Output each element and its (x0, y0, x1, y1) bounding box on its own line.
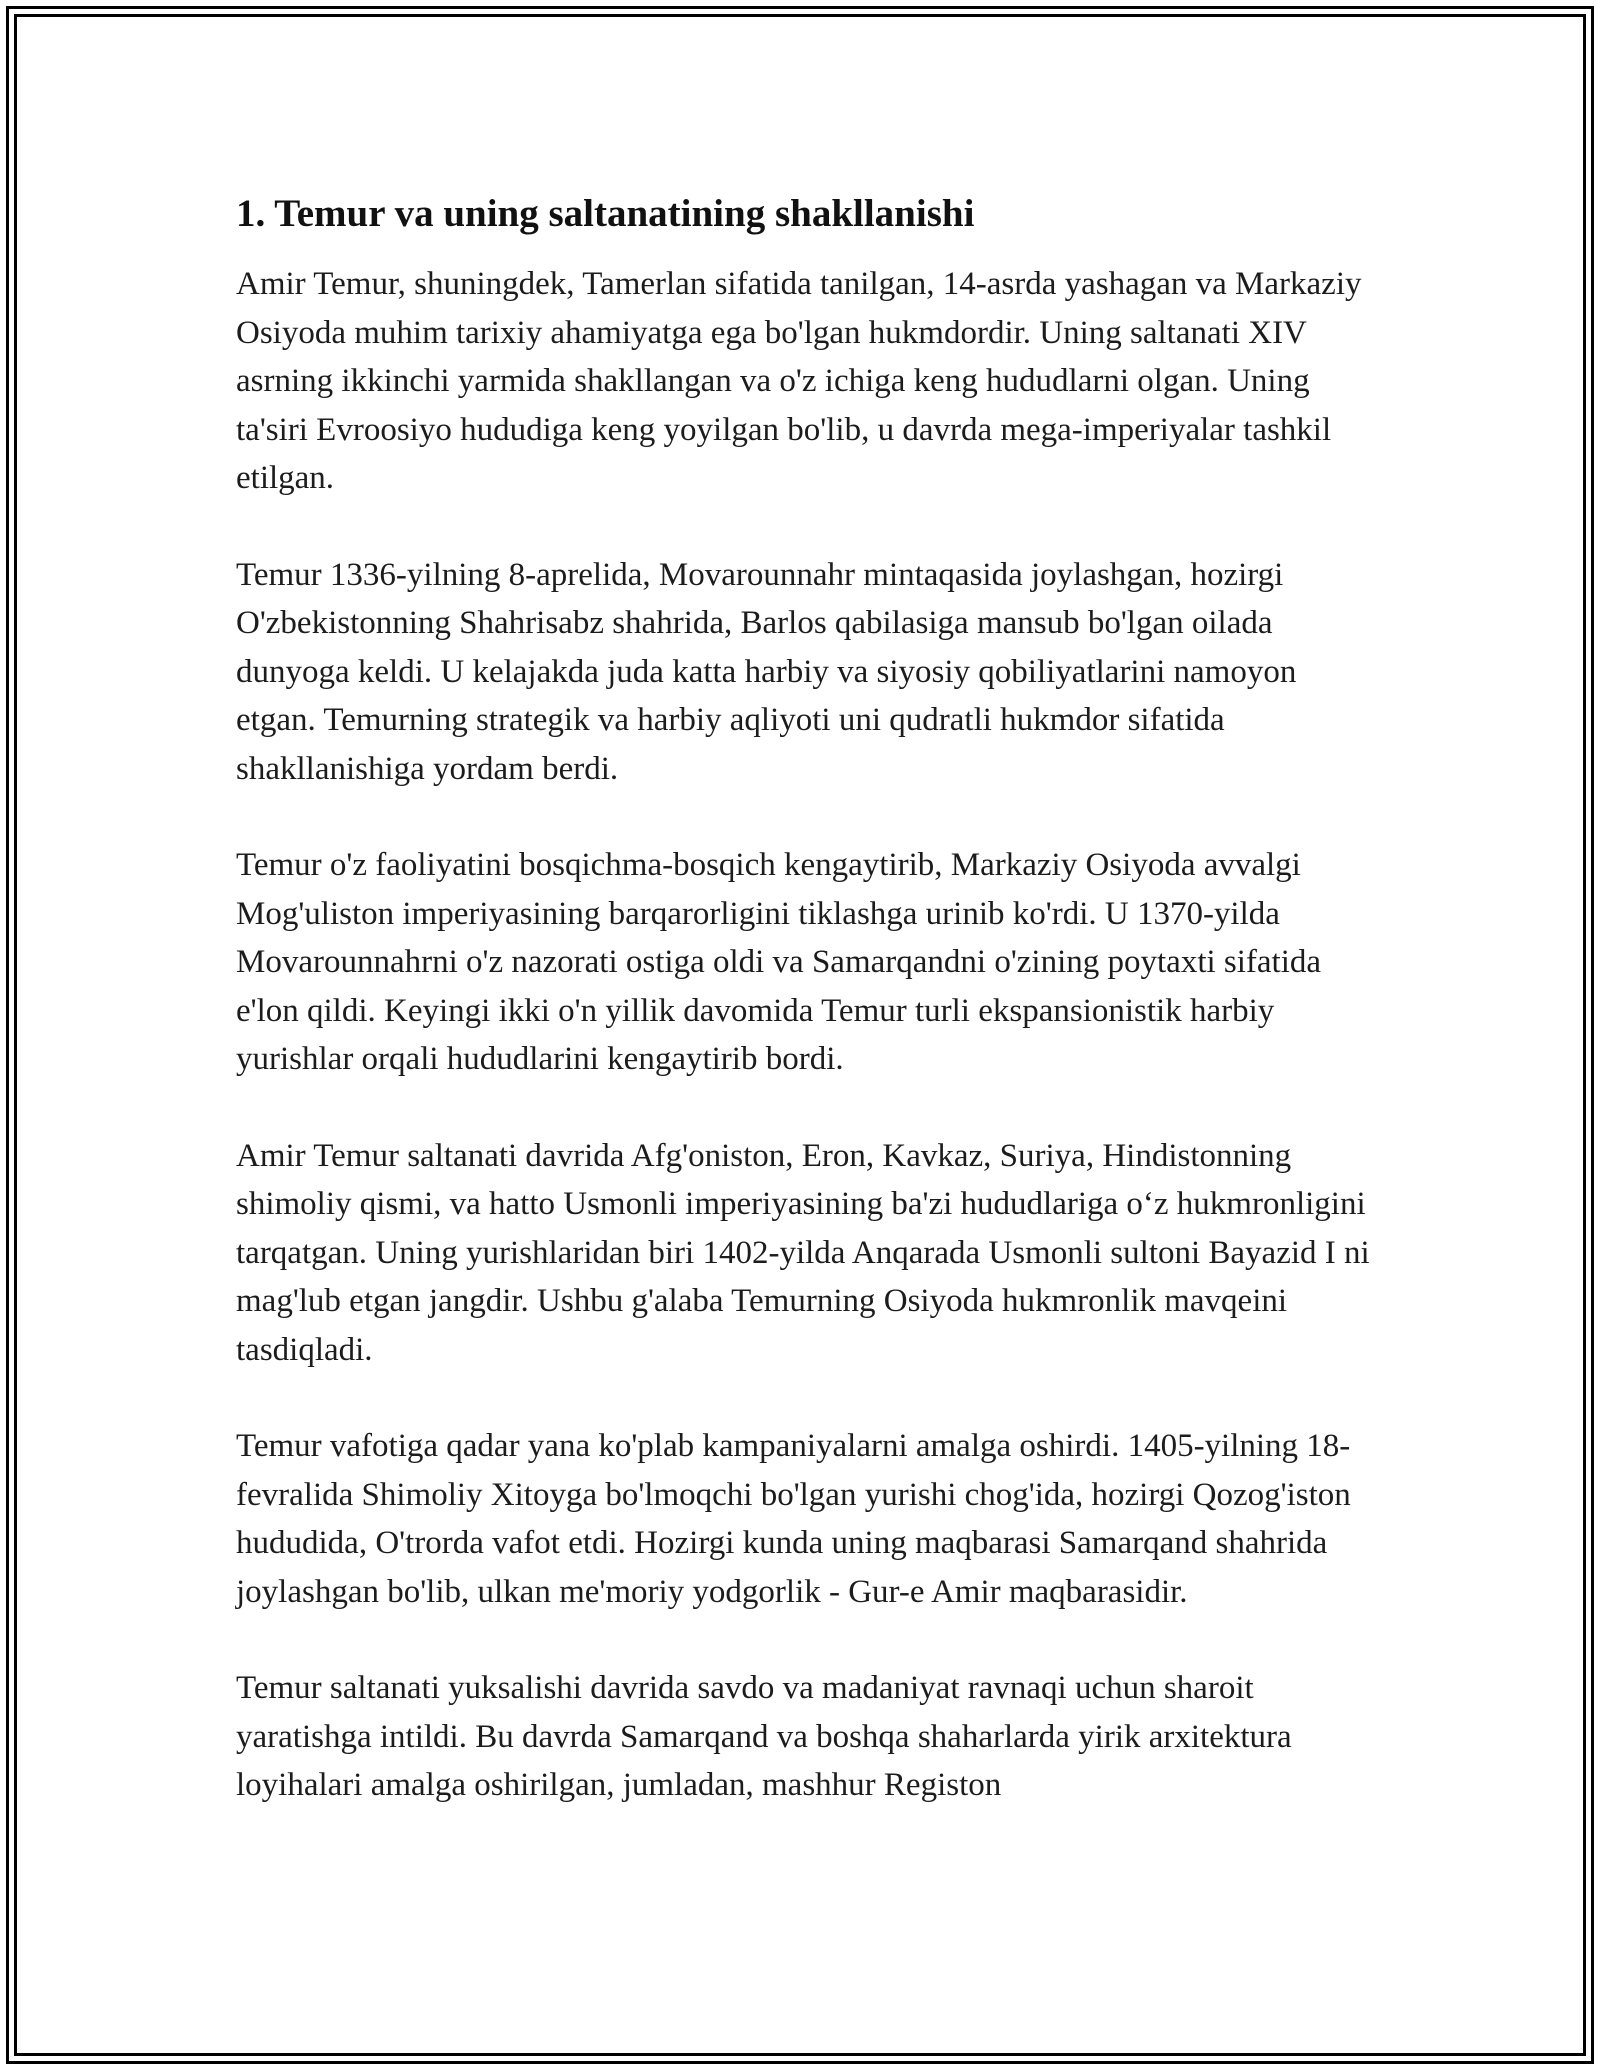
paragraph-expansion: Temur o'z faoliyatini bosqichma-bosqich kengaytirib, Markaziy Osiyoda avvalgi Mog'uliston imperiyasining barqarorligini tiklashga urinib ko'rdi. U 1370-yilda Movarounnahrni o'z nazorati ostiga oldi va Samarqandni o'zining poytaxti sifatida e'lon qildi. Keyingi ikki o'n yillik davomida Temur turli ekspansionistik harbiy yurishlar orqali hududlarini kengaytirib bordi. (236, 847, 1322, 1077)
paragraph-death: Temur vafotiga qadar yana ko'plab kampaniyalarni amalga oshirdi. 1405-yilning 18-fevralida Shimoliy Xitoyga bo'lmoqchi bo'lgan yurishi chog'ida, hozirgi Qozog'iston hududida, O'trorda vafot etdi. Hozirgi kunda uning maqbarasi Samarqand shahrida joylashgan bo'lib, ulkan me'moriy yodgorlik - Gur-e Amir maqbarasidir. (236, 1428, 1351, 1610)
paragraph-culture: Temur saltanati yuksalishi davrida savdo va madaniyat ravnaqi uchun sharoit yaratishga intildi. Bu davrda Samarqand va boshqa shaharlarda yirik arxitektura loyihalari amalga oshirilgan, jumladan, mashhur Registon (236, 1670, 1292, 1803)
document-page (236, 186, 1376, 1858)
section-heading: 1. Temur va uning saltanatining shakllanishi (236, 192, 975, 235)
paragraph-intro: Amir Temur, shuningdek, Tamerlan sifatida tanilgan, 14-asrda yashagan va Markaziy Osiyoda muhim tarixiy ahamiyatga ega bo'lgan hukmdordir. Uning saltanati XIV asrning ikkinchi yarmida shakllangan va o'z ichiga keng hududlarni olgan. Uning ta'siri Evroosiyo hududiga keng yoyilgan bo'lib, u davrda mega-imperiyalar tashkil etilgan. (236, 266, 1362, 496)
paragraph-conquests: Amir Temur saltanati davrida Afg'oniston, Eron, Kavkaz, Suriya, Hindistonning shimoliy qismi, va hatto Usmonli imperiyasining ba'zi hududlariga o‘z hukmronligini tarqatgan. Uning yurishlaridan biri 1402-yilda Anqarada Usmonli sultoni Bayazid I ni mag'lub etgan jangdir. Ushbu g'alaba Temurning Osiyoda hukmronlik mavqeini tasdiqladi. (236, 1137, 1370, 1368)
paragraph-birth: Temur 1336-yilning 8-aprelida, Movarounnahr mintaqasida joylashgan, hozirgi O'zbekistonning Shahrisabz shahrida, Barlos qabilasiga mansub bo'lgan oilada dunyoga keldi. U kelajakda juda katta harbiy va siyosiy qobiliyatlarini namoyon etgan. Temurning strategik va harbiy aqliyoti uni qudratli hukmdor sifatida shakllanishiga yordam berdi. (236, 556, 1297, 787)
